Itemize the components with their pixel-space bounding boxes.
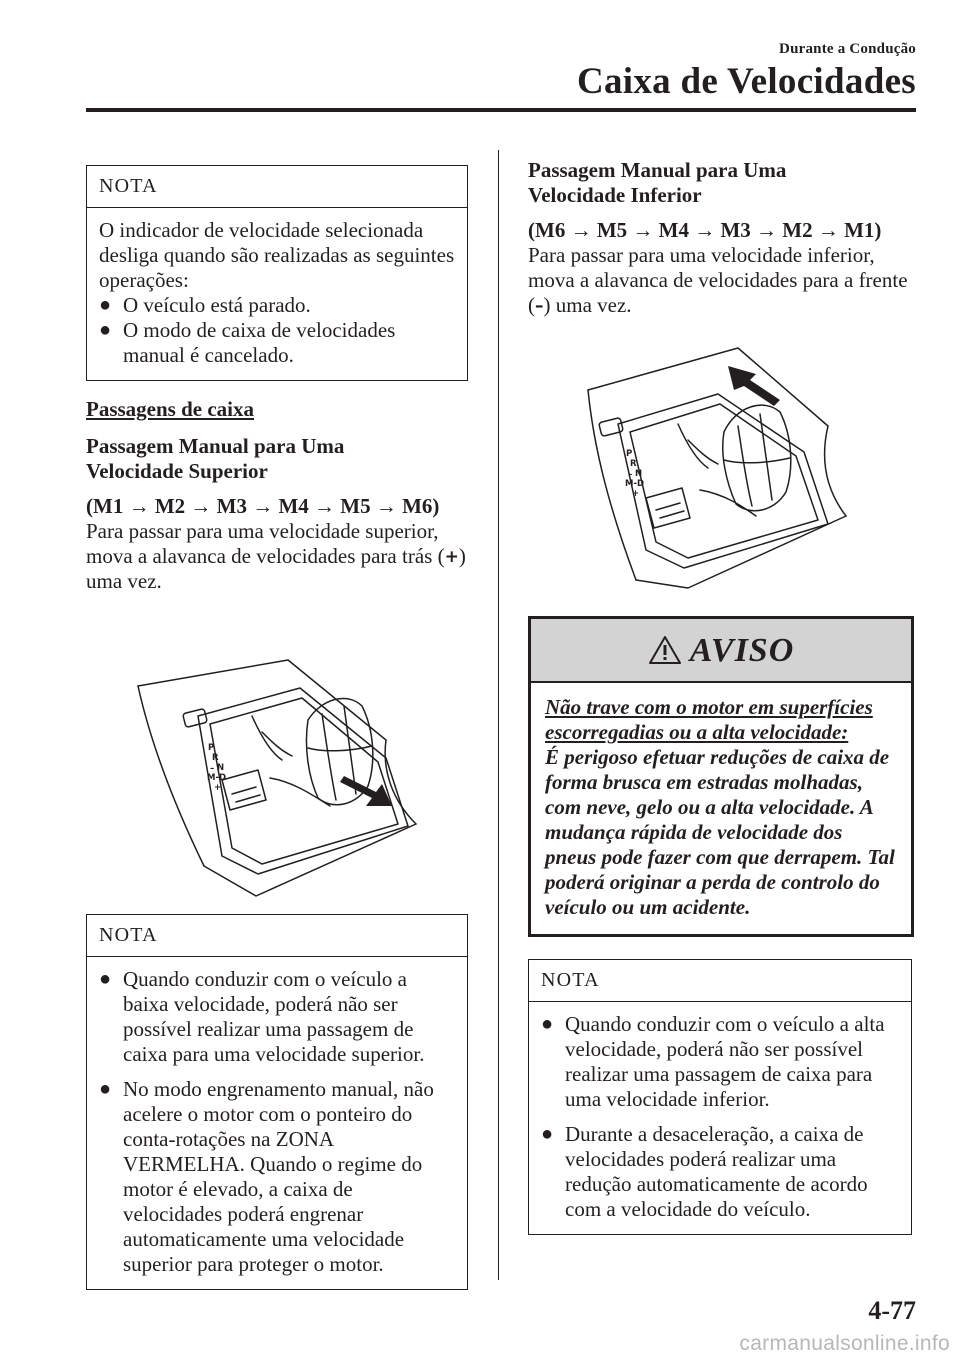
selector-label-md: M-D — [207, 773, 227, 783]
upshift-heading-line2: Velocidade Superior — [86, 459, 268, 483]
selector-label-p: P — [626, 449, 633, 459]
header-rule — [86, 108, 916, 112]
warning-header — [531, 619, 911, 683]
downshift-text-before: Para passar para uma velocidade inferior, mova a alavanca de velocidades para a frente ( — [528, 243, 908, 317]
note-box-downshift — [528, 959, 912, 1235]
note-body — [87, 957, 467, 1289]
downshift-heading-line2: Velocidade Inferior — [528, 183, 702, 207]
gear-shifter-illustration — [86, 630, 470, 900]
bullet-dot-icon: ● — [541, 1013, 554, 1035]
bullet-dot-icon: ● — [99, 1078, 112, 1100]
upshift-text-before: Para passar para uma velocidade superior, mova a alavanca de velocidades para trás ( — [86, 519, 445, 568]
downshift-illustration — [528, 340, 912, 590]
selector-label-n: N — [217, 763, 225, 773]
warning-text: É perigoso efetuar reduções de caixa de forma brusca em estradas molhadas, com neve, gelo ou a alta velocidade. A mudança rápida de velocidade dos pneus pode fazer com que derrapem. Tal poderá originar a perda de controlo do veículo ou um acidente. — [545, 745, 895, 919]
note-bullet-text: No modo engrenamento manual, não acelere o motor com o ponteiro do conta-rotações na ZONA VERMELHA. Quando o regime do motor é elevado, a caixa de velocidades poderá engrenar automaticamente uma velocidade superior para proteger o motor. — [123, 1077, 434, 1276]
note-bullet — [99, 293, 455, 318]
upshift-instruction — [86, 519, 470, 594]
note-bullet-text: Quando conduzir com o veículo a baixa velocidade, poderá não ser possível realizar uma passagem de caixa para uma velocidade superior. — [123, 967, 425, 1066]
selector-label-r: R — [630, 459, 637, 469]
note-bullet — [541, 1012, 899, 1112]
bullet-dot-icon: ● — [541, 1123, 554, 1145]
upshift-sequence: (M1 → M2 → M3 → M4 → M5 → M6) — [86, 494, 440, 518]
selector-label-md: M-D — [625, 479, 645, 489]
selector-label-p: P — [208, 743, 215, 753]
column-divider — [498, 150, 499, 1280]
watermark: carmanualsonline.info — [739, 1332, 950, 1355]
warning-triangle-icon — [648, 635, 682, 665]
warning-body — [531, 683, 911, 934]
section-heading: Passagens de caixa — [86, 397, 254, 421]
header-section-name: Durante a Condução — [779, 41, 916, 57]
downshift-sequence: (M6 → M5 → M4 → M3 → M2 → M1) — [528, 218, 882, 242]
note-bullet-text: Durante a desaceleração, a caixa de velocidades poderá realizar uma redução automaticamente de acordo com a velocidade do veículo. — [565, 1122, 868, 1221]
note-bullet-text: O veículo está parado. — [123, 293, 311, 317]
right-column — [528, 158, 914, 1235]
warning-lead: Não trave com o motor em superfícies escorregadias ou a alta velocidade: — [545, 695, 873, 744]
note-bullet — [99, 967, 455, 1067]
note-intro: O indicador de velocidade selecionada desliga quando são realizadas as seguintes operações: — [99, 218, 455, 292]
bullet-dot-icon: ● — [99, 294, 112, 316]
header-chapter-title: Caixa de Velocidades — [576, 61, 916, 102]
note-label: NOTA — [529, 960, 911, 1002]
note-bullet-text: Quando conduzir com o veículo a alta velocidade, poderá não ser possível realizar uma passagem de caixa para uma velocidade inferior. — [565, 1012, 885, 1111]
minus-symbol-icon: – — [535, 296, 544, 316]
direction-arrow-icon — [728, 366, 780, 406]
bullet-dot-icon: ● — [99, 968, 112, 990]
note-body — [529, 1002, 911, 1234]
upshift-heading-line1: Passagem Manual para Uma — [86, 434, 345, 458]
selector-label-plus: + — [632, 489, 640, 499]
selector-label-r: R — [212, 753, 219, 763]
note-box-upshift — [86, 914, 468, 1290]
downshift-text-after: ) uma vez. — [543, 293, 632, 317]
warning-title: AVISO — [689, 631, 795, 669]
selector-label-n: N — [635, 469, 643, 479]
gear-shifter-illustration — [528, 340, 912, 590]
bullet-dot-icon: ● — [99, 319, 112, 341]
left-column — [86, 165, 470, 1290]
note-label: NOTA — [87, 915, 467, 957]
note-label: NOTA — [87, 166, 467, 208]
selector-label-plus: + — [214, 783, 222, 793]
warning-box — [528, 616, 914, 937]
downshift-heading-line1: Passagem Manual para Uma — [528, 158, 787, 182]
upshift-text-after: ) uma vez. — [86, 544, 466, 593]
plus-symbol-icon: + — [444, 547, 459, 567]
note-bullet — [99, 1077, 455, 1277]
page-number: 4-77 — [868, 1296, 916, 1325]
note-bullet — [99, 318, 455, 368]
upshift-illustration — [86, 630, 470, 900]
note-bullet-text: O modo de caixa de velocidades manual é cancelado. — [123, 318, 396, 367]
note-box-indicator — [86, 165, 468, 381]
selector-label-minus: – — [628, 470, 633, 480]
note-body — [87, 208, 467, 380]
downshift-instruction — [528, 243, 914, 318]
note-bullet — [541, 1122, 899, 1222]
selector-label-minus: – — [210, 764, 215, 774]
